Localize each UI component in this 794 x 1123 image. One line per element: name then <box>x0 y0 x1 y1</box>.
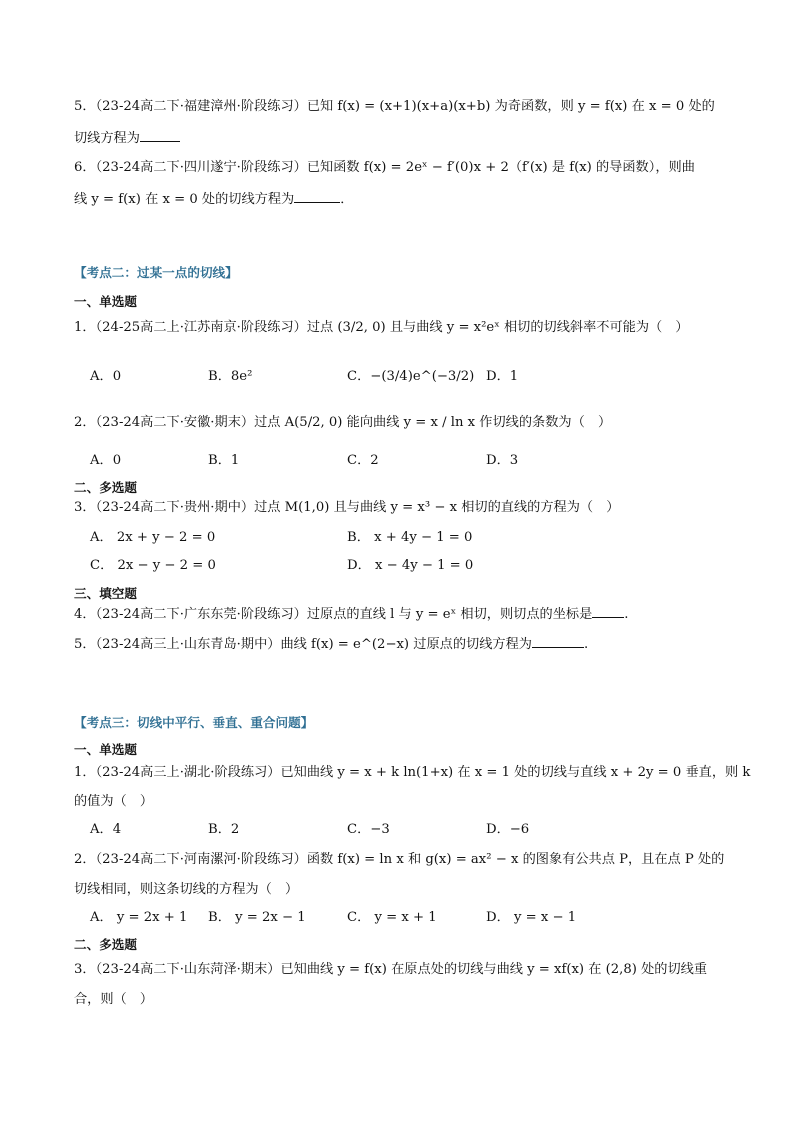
s3-q1-option-d[interactable]: D．−6 <box>486 822 530 837</box>
q6-stem-line2 <box>74 190 353 210</box>
q5-stem-line1: 5．（23-24高二下·福建漳州·阶段练习）已知 f(x) = (x+1)(x+a)(x+b) 为奇函数，则 y = f(x) 在 x = 0 处的 <box>74 99 715 114</box>
s2-q3-option-c[interactable]: C． 2x − y − 2 = 0 <box>90 558 216 573</box>
s2-q2-option-c[interactable]: C．2 <box>347 453 379 468</box>
s3-q2-stem-line1: 2．（23-24高二下·河南漯河·阶段练习）函数 f(x) = ln x 和 g(x) = ax² − x 的图象有公共点 P，且在点 P 处的 <box>74 852 725 867</box>
s2-q5-end: . <box>583 637 589 652</box>
s2-q4-stem <box>74 605 628 625</box>
s3-q2-option-b[interactable]: B． y = 2x − 1 <box>208 910 306 925</box>
s2-q1-stem: 1．（24-25高二上·江苏南京·阶段练习）过点 (3/2, 0) 且与曲线 y = x²eˣ 相切的切线斜率不可能为（ ） <box>74 320 689 335</box>
s3-q2-option-d[interactable]: D． y = x − 1 <box>486 910 577 925</box>
s2-q3-stem: 3．（23-24高二下·贵州·期中）过点 M(1,0) 且与曲线 y = x³ − x 相切的直线的方程为（ ） <box>74 500 620 515</box>
s3-q2-option-a[interactable]: A． y = 2x + 1 <box>90 910 188 925</box>
answer-blank[interactable] <box>294 190 340 203</box>
subsection-multiple-choice: 二、多选题 <box>74 480 137 495</box>
s2-q1-option-c[interactable]: C．−(3/4)e^(−3/2) <box>347 369 475 384</box>
s2-q1-option-a[interactable]: A．0 <box>90 369 122 384</box>
q6-stem-line2-text: 线 y = f(x) 在 x = 0 处的切线方程为 <box>74 192 295 207</box>
answer-blank[interactable] <box>140 129 180 142</box>
s3-q3-stem-line1: 3．（23-24高二下·山东菏泽·期末）已知曲线 y = f(x) 在原点处的切线与曲线 y = xf(x) 在 (2,8) 处的切线重 <box>74 962 708 977</box>
subsection-single-choice: 一、单选题 <box>74 742 137 757</box>
s3-q1-stem-line1: 1．（23-24高三上·湖北·阶段练习）已知曲线 y = x + k ln(1+x) 在 x = 1 处的切线与直线 x + 2y = 0 垂直，则 k <box>74 765 751 780</box>
s2-q4-text: 4．（23-24高二下·广东东莞·阶段练习）过原点的直线 l 与 y = eˣ 相切，则切点的坐标是 <box>74 607 593 622</box>
answer-blank[interactable] <box>592 605 624 618</box>
s2-q1-option-b[interactable]: B．8e² <box>208 369 253 384</box>
section-title: 【考点二：过某一点的切线】 <box>74 265 238 280</box>
s2-q2-option-d[interactable]: D．3 <box>486 453 519 468</box>
subsection-multiple-choice: 二、多选题 <box>74 937 137 952</box>
s2-q2-option-a[interactable]: A．0 <box>90 453 122 468</box>
section-title: 【考点三：切线中平行、垂直、重合问题】 <box>74 715 314 730</box>
subsection-single-choice: 一、单选题 <box>74 294 137 309</box>
s3-q2-stem-line2: 切线相同，则这条切线的方程为（ ） <box>74 882 299 897</box>
s3-q1-option-c[interactable]: C．−3 <box>347 822 390 837</box>
s2-q4-end: . <box>624 607 629 622</box>
s3-q1-option-b[interactable]: B．2 <box>208 822 240 837</box>
s3-q1-stem-line2: 的值为（ ） <box>74 794 154 809</box>
s3-q3-stem-line2: 合，则（ ） <box>74 992 154 1007</box>
s2-q5-stem <box>74 635 588 655</box>
s2-q1-option-d[interactable]: D．1 <box>486 369 519 384</box>
q5-stem-line2 <box>74 129 180 149</box>
s3-q2-option-c[interactable]: C． y = x + 1 <box>347 910 437 925</box>
s2-q3-option-a[interactable]: A． 2x + y − 2 = 0 <box>90 530 216 545</box>
subsection-fill-in: 三、填空题 <box>74 586 137 601</box>
s2-q2-stem: 2．（23-24高二下·安徽·期末）过点 A(5/2, 0) 能向曲线 y = x / ln x 作切线的条数为（ ） <box>74 415 612 430</box>
q6-stem-line1: 6．（23-24高二下·四川遂宁·阶段练习）已知函数 f(x) = 2eˣ − f′(0)x + 2（f′(x) 是 f(x) 的导函数），则曲 <box>74 160 695 175</box>
q6-end: ． <box>340 192 354 207</box>
s2-q3-option-b[interactable]: B． x + 4y − 1 = 0 <box>347 530 473 545</box>
s2-q3-option-d[interactable]: D． x − 4y − 1 = 0 <box>347 558 474 573</box>
s3-q1-option-a[interactable]: A．4 <box>90 822 122 837</box>
q5-stem-line2-text: 切线方程为 <box>74 131 140 146</box>
answer-blank[interactable] <box>532 635 584 648</box>
s2-q5-text: 5．（23-24高三上·山东青岛·期中）曲线 f(x) = e^(2−x) 过原点的切线方程为 <box>74 637 532 652</box>
s2-q2-option-b[interactable]: B．1 <box>208 453 240 468</box>
